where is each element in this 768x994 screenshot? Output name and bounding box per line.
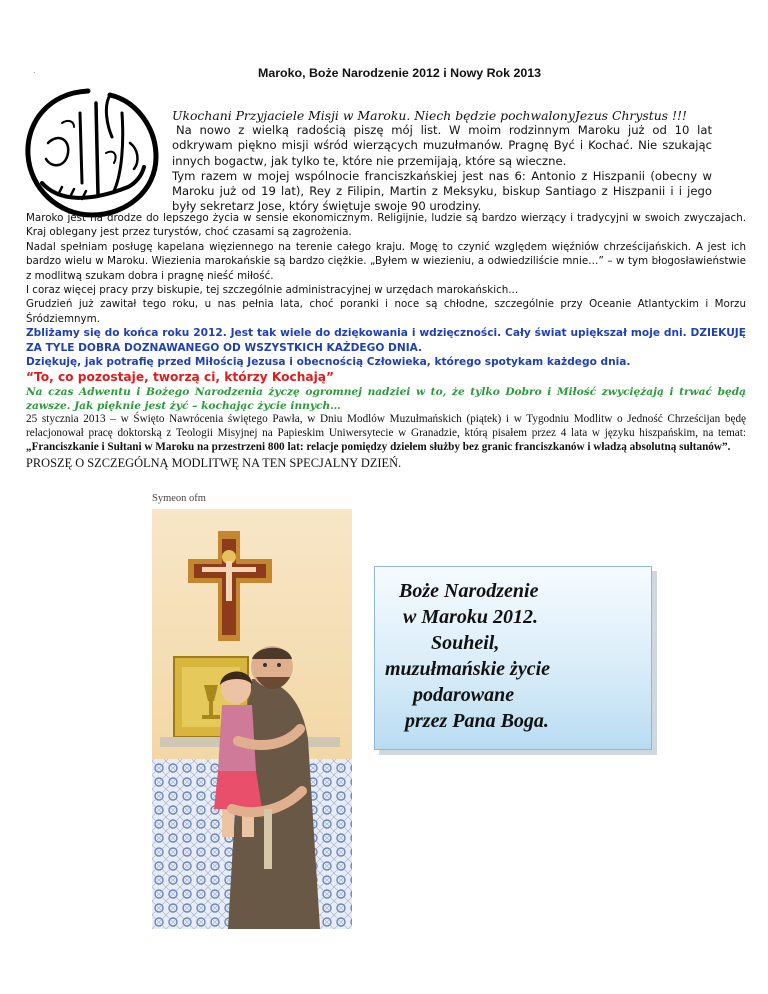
greeting: Ukochani Przyjaciele Misji w Maroku. Niech będzie pochwalonyJezus Chrystus !!! xyxy=(172,108,687,123)
caption-line-3: Souheil, xyxy=(431,632,500,654)
calligraphy-emblem-icon xyxy=(18,83,166,223)
quote-line: “To, co pozostaje, tworzą ci, którzy Kochają” xyxy=(26,370,335,385)
thesis-title: „Franciszkanie i Sułtani w Maroku na przestrzeni 800 lat: relacje pomiędzy dziełem służby bez granic franciszkanów i władzą absolutną sułtanów”. xyxy=(26,441,731,454)
caption-line-5: podarowane xyxy=(413,684,515,706)
intro-section xyxy=(172,108,712,214)
paragraph-prison: Nadal spełniam posługę kapelana więziennego na terenie całego kraju. Mogę to czynić względem więźniów chrześcijańskich. A jest ich bardzo wielu w Maroku. Wiezienia marokańskie są bardzo ciężkie. „Byłem w wiezieniu, a odwiedziliście mnie…” – w tym błogosławieństwie z modlitwą szukam dobra i pragnę nieść miłość. xyxy=(26,240,746,282)
wishes-paragraph: Na czas Adwentu i Bożego Narodzenia życzę ogromnej nadziei w to, że tylko Dobro i Miłość zwyciężają i trwać będą zawsze. Jak pięknie jest żyć – kochając życie innych… xyxy=(26,386,746,413)
thanks-paragraph: Zbliżamy się do końca roku 2012. Jest tak wiele do dziękowania i wdzięczności. Cały świat upiększał moje dni. DZIEKUJĘ ZA TYLE DOBRA DOZNAWANEGO OD WSZYSTKICH KAŻDEGO DNIA. xyxy=(26,327,746,354)
intro-paragraph-2: Tym razem w mojej wspólnocie franciszkańskiej jest nas 6: Antonio z Hiszpanii (obecny w Maroku już od 19 lat), Rey z Filipin, Martin z Meksyku, biskup Santiago z Hiszpanii i i jego były sekretarz Jose, który świętuje swoje 90 urodziny. xyxy=(172,168,712,214)
caption-box xyxy=(374,566,652,750)
letter-title: Maroko, Boże Narodzenie 2012 i Nowy Rok 2013 xyxy=(258,66,542,80)
signature: Symeon ofm xyxy=(152,493,206,504)
photo-priest-with-child xyxy=(152,509,352,929)
intro-paragraph-1: Na nowo z wielką radością piszę mój list. W moim rodzinnym Maroku już od 10 lat odkrywam piękno misji wśród wierzących muzułmanów. Pragnę Być i Kochać. Nie szukając innych bogactw, jak tylko te, które nie przemijają, które są wieczne. xyxy=(172,123,712,168)
caption-line-1: Boże Narodzenie xyxy=(399,580,539,602)
corner-mark: . xyxy=(33,66,36,75)
paragraph-economy: Maroko jest na drodze do lepszego życia w sensie ekonomicznym. Religijnie, ludzie są bardzo wierzący i tradycyjni w swoich zwyczajach. Kraj oblegany jest przez turystów, choć czasami są zagrożenia. xyxy=(26,212,746,239)
paragraph-december: Grudzień już zawitał tego roku, u nas pełnia lata, choć poranki i noce są chłodne, szczególnie przy Oceanie Atlantyckim i Morzu Śródziemnym. xyxy=(26,298,746,325)
thesis-paragraph xyxy=(26,413,746,454)
thesis-text: 25 stycznia 2013 – w Święto Nawrócenia świętego Pawła, w Dniu Modlów Muzułmańskich (piątek) i w Tygodniu Modlitw o Jedność Chrześcijan będę relacjonował pracę doktorską z Teologii Misyjnej na Papieskim Uniwersytecie w Granadzie, którą pisałem przez 4 lata w języku hiszpańskim, na temat: xyxy=(26,413,746,440)
thanks-line: Dziękuję, jak potrafię przed Miłością Jezusa i obecnością Człowieka, którego spotykam każdego dnia. xyxy=(26,356,631,369)
caption-line-6: przez Pana Boga. xyxy=(405,710,549,732)
caption-line-2: w Maroku 2012. xyxy=(403,606,539,628)
prayer-request: PROSZĘ O SZCZEGÓLNĄ MODLITWĘ NA TEN SPECJALNY DZIEŃ. xyxy=(26,455,402,470)
paragraph-bishop: I coraz więcej pracy przy biskupie, tej szczególnie administracyjnej w urzędach marokańskich... xyxy=(26,284,519,297)
letter-body xyxy=(26,211,746,471)
caption-line-4: muzułmańskie życie xyxy=(385,658,551,680)
